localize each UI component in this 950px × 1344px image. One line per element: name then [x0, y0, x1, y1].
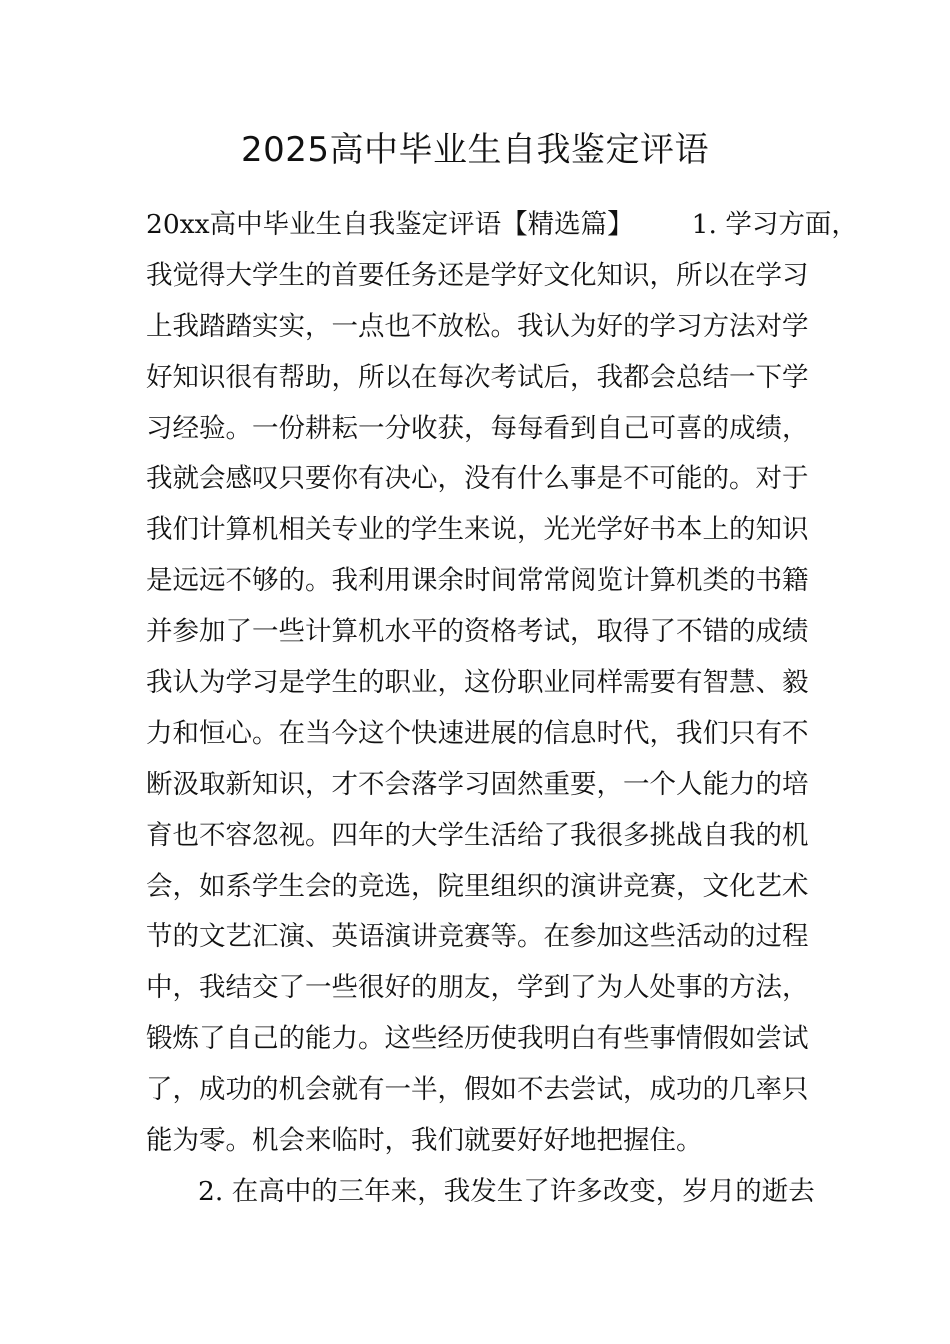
text-line: 锻炼了自己的能力。这些经历使我明白有些事情假如尝试	[146, 1023, 809, 1055]
text-line: 育也不容忽视。四年的大学生活给了我很多挑战自我的机	[146, 819, 809, 851]
text-line: 我就会感叹只要你有决心，没有什么事是不可能的。对于	[146, 463, 809, 495]
text-line: 好知识很有帮助，所以在每次考试后，我都会总结一下学	[146, 361, 809, 393]
text-line: 我认为学习是学生的职业，这份职业同样需要有智慧、毅	[146, 667, 809, 699]
text-line: 断汲取新知识，才不会落学习固然重要，一个人能力的培	[146, 768, 809, 800]
intro-heading: 20xx高中毕业生自我鉴定评语【精选篇】	[146, 209, 634, 240]
text-line: 能为零。机会来临时，我们就要好好地把握住。	[146, 1125, 703, 1157]
text-line: 会，如系学生会的竞选，院里组织的演讲竞赛，文化艺术	[146, 870, 809, 902]
paragraph-1-first-line	[146, 200, 858, 251]
text-line: 我觉得大学生的首要任务还是学好文化知识，所以在学习	[146, 259, 809, 291]
paragraph-2-first-line: 2. 在高中的三年来，我发生了许多改变，岁月的逝去	[198, 1175, 815, 1207]
text-line: 力和恒心。在当今这个快速进展的信息时代，我们只有不	[146, 717, 809, 749]
section-1-start: 1. 学习方面，	[691, 209, 858, 240]
text-line: 中，我结交了一些很好的朋友，学到了为人处事的方法，	[146, 972, 809, 1004]
text-line: 了，成功的机会就有一半，假如不去尝试，成功的几率只	[146, 1074, 809, 1106]
text-line: 上我踏踏实实，一点也不放松。我认为好的学习方法对学	[146, 310, 809, 342]
text-line: 节的文艺汇演、英语演讲竞赛等。在参加这些活动的过程	[146, 921, 809, 953]
text-line: 是远远不够的。我利用课余时间常常阅览计算机类的书籍	[146, 565, 809, 597]
text-line: 我们计算机相关专业的学生来说，光光学好书本上的知识	[146, 514, 809, 546]
text-line: 并参加了一些计算机水平的资格考试，取得了不错的成绩	[146, 616, 809, 648]
document-title: 2025高中毕业生自我鉴定评语	[240, 130, 710, 170]
text-line: 习经验。一份耕耘一分收获，每每看到自己可喜的成绩，	[146, 412, 809, 444]
document-body	[146, 200, 858, 1218]
